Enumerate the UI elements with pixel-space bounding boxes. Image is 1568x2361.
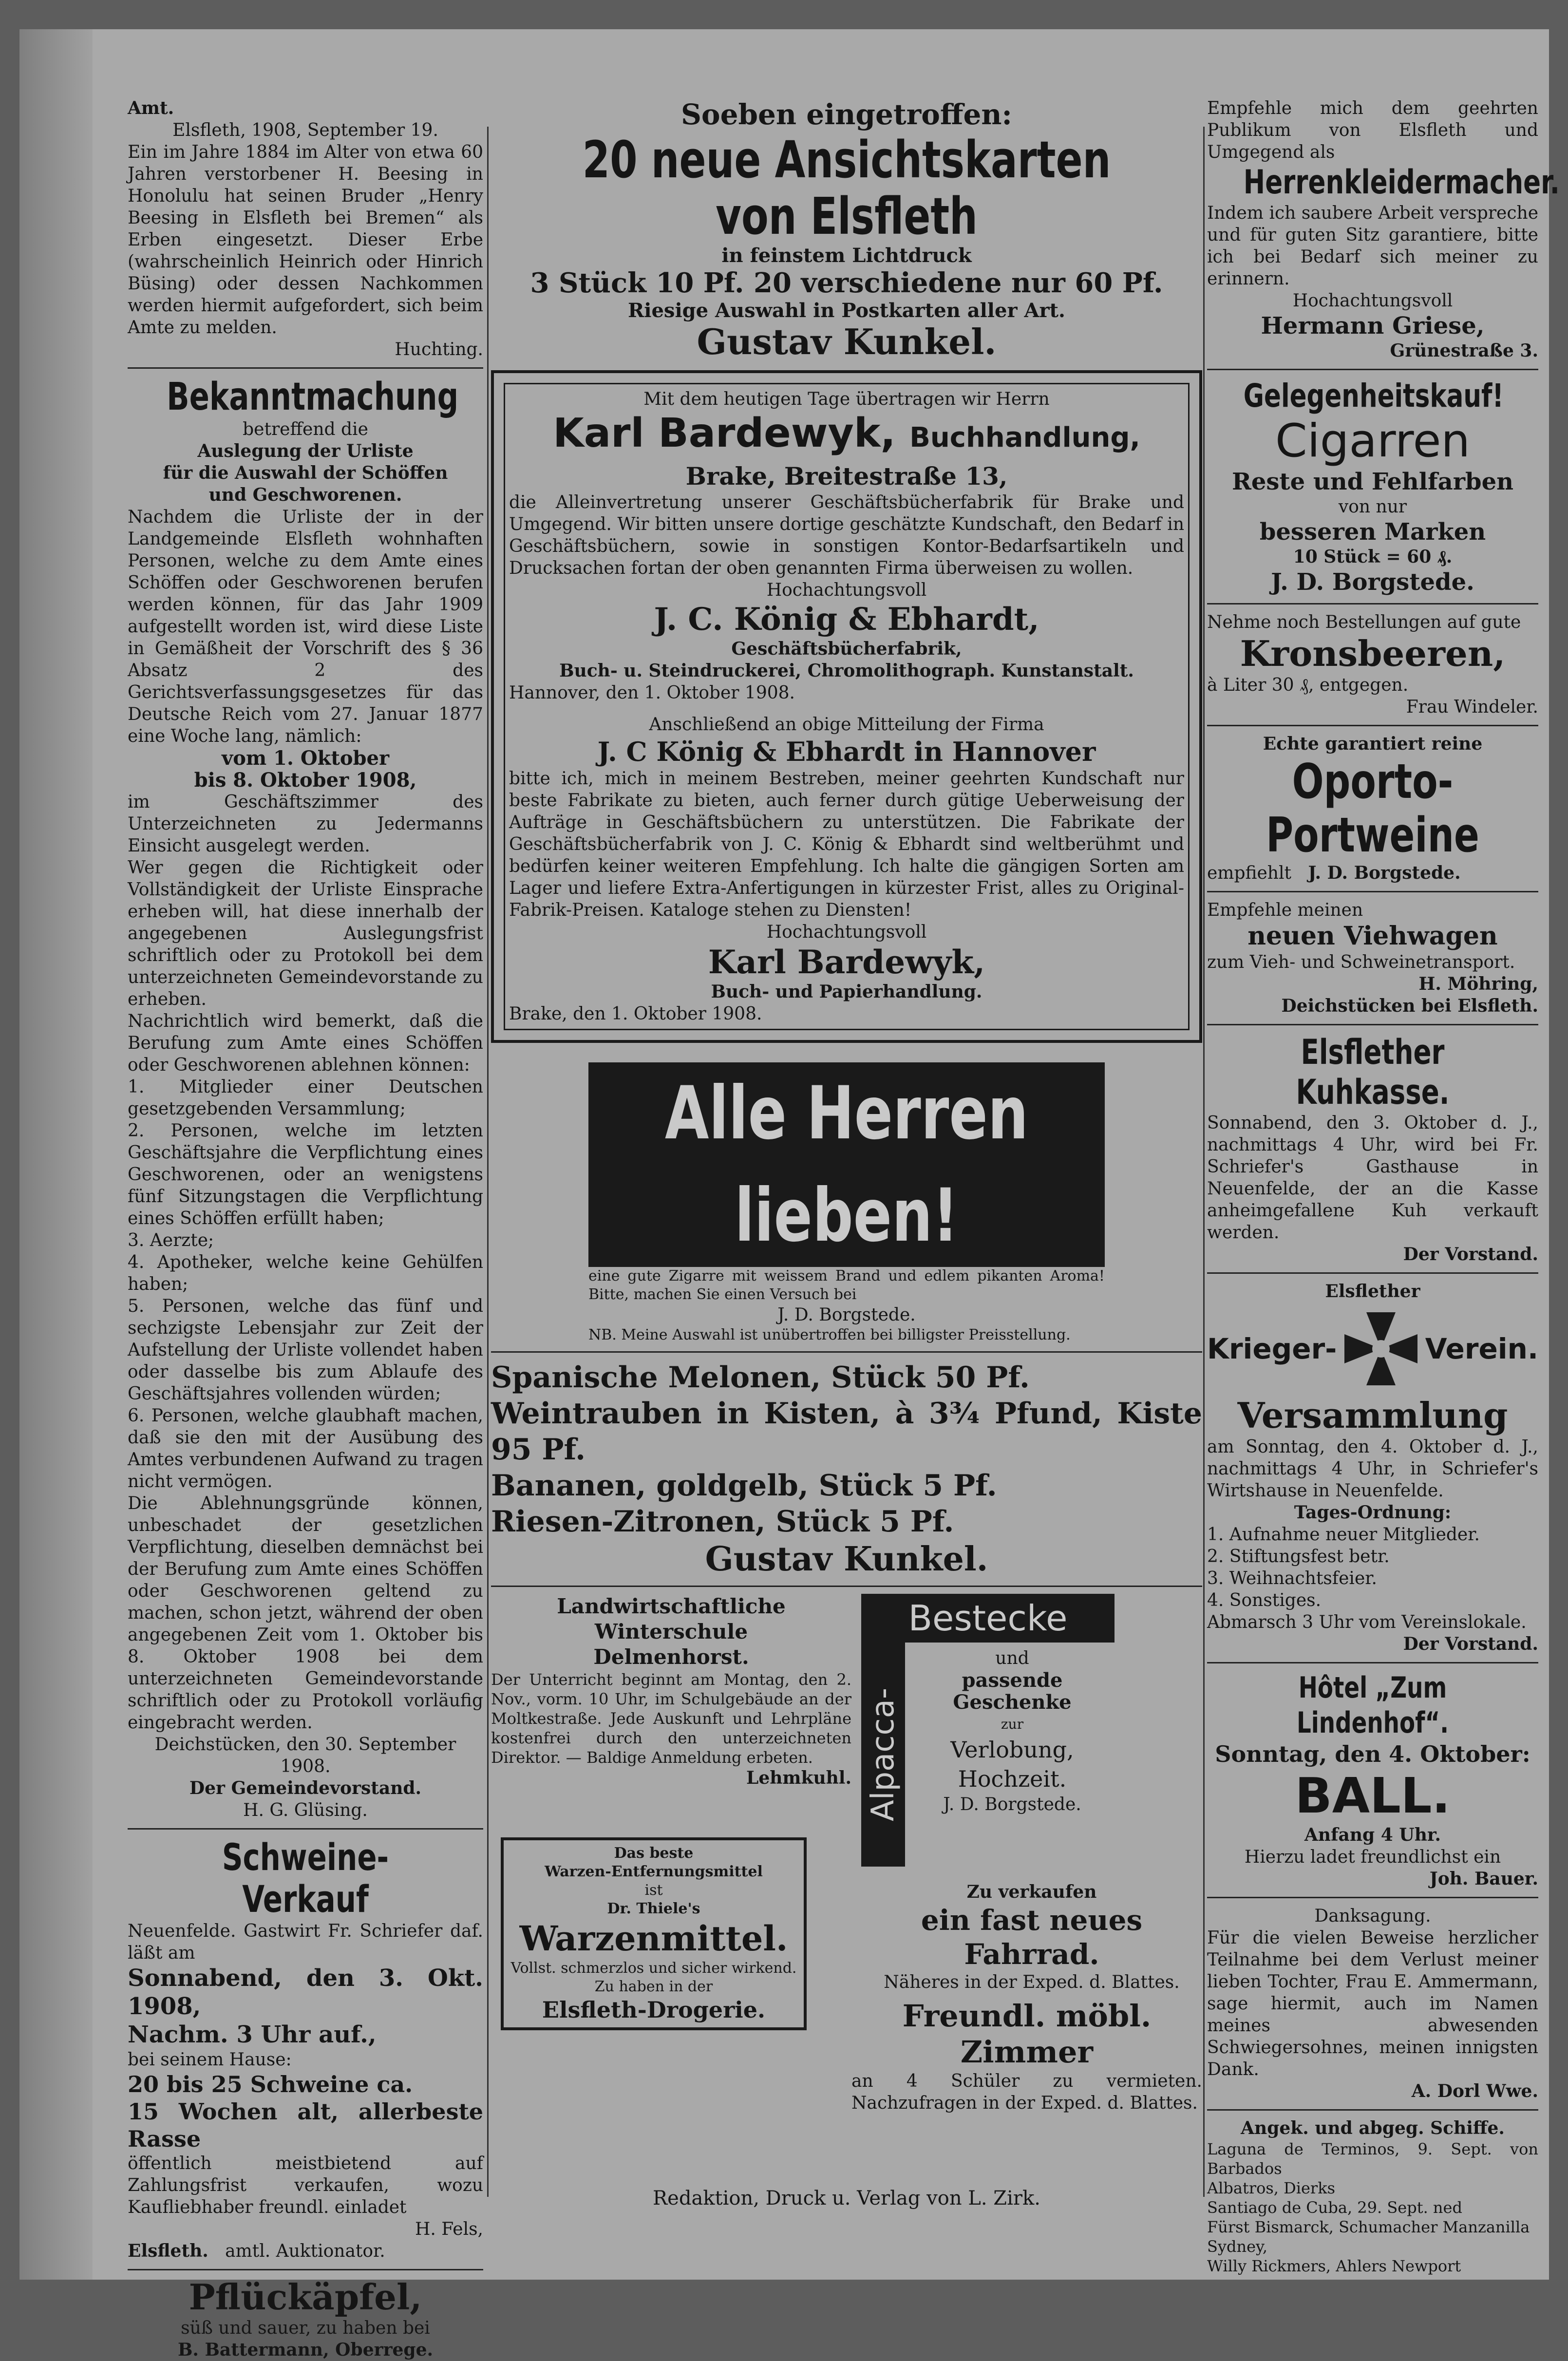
box-firm-date: Hannover, den 1. Oktober 1908.	[509, 683, 795, 703]
best-line: passende Geschenke	[953, 1669, 1072, 1714]
wagon-intro: Empfehle meinen	[1207, 900, 1363, 920]
bestecke-ad	[861, 1594, 1115, 1867]
krieg-left: Krieger-	[1207, 1332, 1337, 1365]
hotel-date: Sonntag, den 4. Oktober:	[1215, 1741, 1530, 1767]
wart-line: Vollst. schmerzlos und sicher wirkend.	[510, 1960, 797, 1977]
fahrrad-ad	[861, 1881, 1202, 1993]
box-regards: Hochachtungsvoll	[766, 580, 927, 600]
best-vert: Alpacca-	[865, 1687, 901, 1822]
list-item: Sydney,	[1207, 2237, 1268, 2256]
bek-sign: H. G. Glüsing.	[243, 1800, 368, 1820]
fruit-sign: Gustav Kunkel.	[705, 1540, 988, 1579]
cigar-head: Alle Herren lieben!	[664, 1071, 1029, 1258]
bek-paragraph: Die Ablehnungsgründe können, unbeschadet der gesetzlichen Verpflichtung, dieselben demnächst bei der Berufung zum Amte eines Schöffen oder Geschworenen geltend zu machen, schon jetzt, während der oben angegebenen Zeit vom 1. Oktober bis 8. Oktober 1908 bei dem unterzeichneten Gemeindevorstande schriftlich oder zu Protokoll vorläufig eingebracht werden.	[128, 1493, 483, 1733]
best-title: Bestecke	[861, 1594, 1115, 1643]
bek-sub1: betreffend die	[243, 419, 368, 439]
cigar-ad	[588, 1062, 1105, 1344]
sv-sign-place: Elsfleth.	[128, 2241, 208, 2261]
fruit-line: Spanische Melonen, Stück 50 Pf.	[491, 1360, 1030, 1395]
bek-sub3: für die Auswahl der Schöffen	[163, 463, 448, 483]
ships-title: Angek. und abgeg. Schiffe.	[1241, 2118, 1505, 2138]
pf-title: Pflückäpfel,	[189, 2276, 422, 2318]
divider	[1207, 1662, 1538, 1663]
fruit-ad	[491, 1360, 1202, 1579]
sv-title: Schweine-Verkauf	[222, 1835, 389, 1921]
wagon-sign: H. Möhring,	[1418, 974, 1538, 994]
list-item: 2. Stiftungsfest betr.	[1207, 1547, 1390, 1567]
hotel-ball: BALL.	[1295, 1767, 1451, 1824]
divider	[128, 367, 483, 369]
box-regards: Hochachtungsvoll	[766, 922, 927, 942]
list-item: Santiago de Cuba, 29. Sept. ned	[1207, 2198, 1462, 2217]
best-sign: J. D. Borgstede.	[943, 1794, 1081, 1814]
sv-date: Sonnabend, den 3. Okt. 1908,	[128, 1964, 483, 2020]
cow-sign: Der Vorstand.	[1403, 1244, 1538, 1265]
divider	[128, 1828, 483, 1830]
schweine-verkauf-ad	[128, 1836, 483, 2262]
divider	[491, 1351, 1202, 1353]
vers-big: Versammlung	[1237, 1395, 1508, 1436]
list-item: 4. Apotheker, welche keine Gehülfen haben;	[128, 1252, 483, 1294]
best-body	[910, 1647, 1115, 1815]
bekanntmachung-notice	[128, 376, 483, 1821]
wart-line: Das beste	[614, 1845, 694, 1862]
wart-big: Warzenmittel.	[519, 1918, 788, 1959]
bek-paragraph: Nachrichtlich wird bemerkt, daß die Berufung zum Amte eines Schöffen oder Geschworenen ablehnen können:	[128, 1011, 483, 1075]
cig-line: Reste und Fehlfarben	[1231, 468, 1514, 495]
sv-sign: H. Fels,	[415, 2219, 483, 2239]
vers-dep: Abmarsch 3 Uhr vom Vereinslokale.	[1207, 1612, 1527, 1632]
tailor-sign: Hermann Griese,	[1261, 312, 1485, 340]
bike-big: ein fast neues Fahrrad.	[921, 1904, 1143, 1971]
column-left	[128, 97, 483, 2361]
box-text: die Alleinvertretung unserer Geschäftsbücherfabrik für Brake und Umgegend. Wir bitten unsere dortige geschätzte Kundschaft, den Bedarf in Geschäftsbüchern, sowie in sonstigen Kontor-Bedarfsartikeln und Drucksachen fortan der oben genannten Firma überweisen zu wollen.	[509, 492, 1184, 578]
krieg-right: Verein.	[1425, 1332, 1538, 1365]
list-item: 2. Personen, welche im letzten Geschäftsjahre die Verpflichtung eines Geschworenen, oder an wenigstens fünf Sitzungstagen die Verpflichtung eines Schöffen erfüllt haben;	[128, 1121, 483, 1228]
school-title: Landwirtschaftliche Winterschule	[557, 1594, 786, 1643]
box-firm: J. C. König & Ebhardt,	[654, 601, 1039, 638]
kronsbeeren-ad	[1207, 611, 1538, 718]
amt-sign: Huchting.	[395, 340, 483, 359]
bardewyk-inner-frame	[504, 383, 1190, 1030]
portwein-ad	[1207, 733, 1538, 884]
box-firm-sub: Geschäftsbücherfabrik,	[731, 639, 962, 659]
divider	[1207, 603, 1538, 604]
top-line4: 3 Stück 10 Pf. 20 verschiedene nur 60 Pf.	[530, 267, 1163, 299]
kron-sign: Frau Windeler.	[1406, 697, 1538, 717]
sv-sign-title: amtl. Auktionator.	[225, 2241, 385, 2261]
bardewyk-notice	[491, 370, 1202, 1043]
vers-order: Tages-Ordnung:	[1294, 1502, 1452, 1523]
box-name: Karl Bardewyk,	[553, 410, 896, 456]
divider	[1207, 2109, 1538, 2111]
box-firm-sub: Buch- u. Steindruckerei, Chromolithograph. Kunstanstalt.	[559, 661, 1134, 681]
hotel-sign: Joh. Bauer.	[1429, 1869, 1538, 1889]
kriegerverein-ad	[1207, 1281, 1538, 1655]
column-rule	[487, 127, 489, 2197]
wart-shop: Elsfleth-Drogerie.	[542, 1997, 766, 2023]
column-right	[1207, 97, 1560, 2276]
port-l: empfiehlt	[1207, 863, 1291, 883]
box-addr: Brake, Breitestraße 13,	[685, 462, 1008, 491]
list-item: Fürst Bismarck, Schumacher Manzanilla	[1207, 2218, 1530, 2236]
vers-text: am Sonntag, den 4. Oktober d. J., nachmittags 4 Uhr, in Schriefer's Wirtshause in Neuenfelde.	[1207, 1437, 1538, 1501]
warzenmittel-ad	[501, 1837, 807, 2030]
bek-sub4: und Geschworenen.	[208, 485, 402, 505]
list-item: Albatros, Dierks	[1207, 2179, 1336, 2197]
best-line: Hochzeit.	[958, 1766, 1067, 1792]
list-item: 6. Personen, welche glaubhaft machen, daß sie den mit der Ausübung des Amtes verbundenen Aufwand zu tragen nicht vermögen.	[128, 1406, 483, 1492]
amt-date: Elsfleth, 1908, September 19.	[172, 120, 438, 140]
bek-title: Bekanntmachung	[167, 375, 459, 419]
hotel-big: Hôtel „Zum Lindenhof“.	[1296, 1671, 1449, 1740]
bek-sign: Der Gemeindevorstand.	[189, 1778, 422, 1798]
fruit-line: Bananen, goldgelb, Stück 5 Pf.	[491, 1469, 997, 1503]
hotel-inv: Hierzu ladet freundlichst ein	[1244, 1847, 1501, 1867]
wart-line: Zu haben in der	[594, 1978, 713, 1995]
sv-text: bei seinem Hause:	[128, 2050, 292, 2070]
sv-text: Neuenfelde. Gastwirt Fr. Schriefer daf. läßt am	[128, 1921, 483, 1963]
list-item: Willy Rickmers, Ahlers Newport	[1207, 2257, 1461, 2275]
best-line: und	[995, 1648, 1029, 1668]
pf-text: süß und sauer, zu haben bei	[181, 2318, 430, 2338]
cig-head: Gelegenheitskauf!	[1243, 377, 1504, 415]
wart-line: ist	[644, 1882, 663, 1899]
pflueckaepfel-ad	[128, 2277, 483, 2361]
box-text: bitte ich, mich in meinem Bestreben, meiner geehrten Kundschaft nur beste Fabrikate zu bieten, auch ferner durch gütige Ueberweisung der Aufträge in Geschäftsbüchern zu unterstützen. Die Fabrikate der Geschäftsbücherfabrik von J. C. König & Ebhardt sind weltberühmt und bedürfen keiner weiteren Empfehlung. Ich halte die gängigen Sorten am Lager und liefere Extra-Anfertigungen in kürzester Frist, alles zu Original-Fabrik-Preisen. Kataloge stehen zu Diensten!	[509, 769, 1184, 920]
cigar-nb: NB. Meine Auswahl ist unübertroffen bei billigster Preisstellung.	[588, 1326, 1071, 1343]
list-item: 1. Mitglieder einer Deutschen gesetzgebenden Versammlung;	[128, 1077, 483, 1119]
top-line3: in feinstem Lichtdruck	[721, 244, 972, 267]
top-line2: 20 neue Ansichtskarten von Elsfleth	[582, 130, 1111, 246]
amt-text: Ein im Jahre 1884 im Alter von etwa 60 Jahren verstorbener H. Beesing in Honolulu hat seinen Bruder „Henry Beesing in Elsfleth bei Bremen“ als Erben eingesetzt. Dieser Erbe (wahrscheinlich Heinrich oder Hinrich Büsing) oder dessen Nachkommen werden hiermit aufgefordert, sich beim Amte zu melden.	[128, 142, 483, 338]
divider	[1207, 369, 1538, 370]
cig-big: Cigarren	[1275, 415, 1470, 468]
thanks-sign: A. Dorl Wwe.	[1411, 2081, 1538, 2101]
column-rule	[1203, 127, 1205, 2197]
ansichtskarten-ad	[491, 97, 1202, 362]
tailor-addr: Grünestraße 3.	[1390, 340, 1538, 361]
cigar-head-block	[588, 1062, 1105, 1267]
divider	[1207, 1272, 1538, 1274]
list-item: 3. Aerzte;	[128, 1230, 214, 1250]
divider	[1207, 1024, 1538, 1025]
bike-line: Zu verkaufen	[966, 1882, 1097, 1902]
box-sign-date: Brake, den 1. Oktober 1908.	[509, 1004, 762, 1024]
bottom-ads	[491, 1594, 1202, 2149]
top-line5: Riesige Auswahl in Postkarten aller Art.	[628, 299, 1065, 322]
box-sign: Karl Bardewyk,	[708, 943, 985, 981]
box-p2-firm: J. C König & Ebhardt in Hannover	[597, 736, 1096, 767]
list-item: 5. Personen, welche das fünf und sechzigste Lebensjahr zur Zeit der Aufstellung der Urliste vollendet haben oder dasselbe bis zum Ablaufe des Geschäftsjahres vollenden würden;	[128, 1296, 483, 1404]
wart-line: Dr. Thiele's	[607, 1900, 700, 1917]
bek-dates2: bis 8. Oktober 1908,	[194, 769, 417, 792]
list-item: 3. Weihnachtsfeier.	[1207, 1568, 1377, 1588]
cigarren-ad	[1207, 377, 1538, 596]
thanks-text: Für die vielen Beweise herzlicher Teilnahme bei dem Verlust meiner lieben Tochter, Frau E. Ammermann, sage hiermit, auch im Namen meines abwesenden Schwiegersohnes, meinen innigsten Dank.	[1207, 1928, 1538, 2079]
divider	[491, 1586, 1202, 1587]
schiffe-notice	[1207, 2117, 1538, 2276]
wagon-big: neuen Viehwagen	[1247, 921, 1498, 951]
box-sign-sub: Buch- und Papierhandlung.	[711, 982, 982, 1002]
tailor-regards: Hochachtungsvoll	[1292, 291, 1453, 311]
wart-line: Warzen-Entfernungsmittel	[545, 1863, 763, 1880]
list-item: 4. Sonstiges.	[1207, 1590, 1322, 1610]
cig-line: 10 Stück = 60 ₰.	[1293, 547, 1453, 567]
winterschule-ad	[491, 1594, 851, 1789]
iron-cross-icon	[1340, 1307, 1422, 1390]
room-big: Freundl. möbl. Zimmer	[902, 1998, 1152, 2070]
school-sign: Lehmkuhl.	[746, 1768, 851, 1788]
tailor-text: Indem ich saubere Arbeit verspreche und für guten Sitz garantiere, bitte ich bei Bedarf sich meiner zu erinnern.	[1207, 203, 1538, 289]
port-big: Oporto-Portweine	[1266, 754, 1479, 863]
column-middle	[491, 97, 1202, 2149]
sv-text: öffentlich meistbietend auf Zahlungsfrist verkaufen, wozu Kaufliebhaber freundl. einladet	[128, 2153, 483, 2217]
bek-paragraph: im Geschäftszimmer des Unterzeichneten zu Jedermanns Einsicht ausgelegt werden.	[128, 792, 483, 856]
divider	[1207, 891, 1538, 892]
tailor-intro: Empfehle mich dem geehrten Publikum von Elsfleth und Umgegend als	[1207, 98, 1538, 162]
cig-line: von nur	[1338, 497, 1407, 517]
amt-notice	[128, 97, 483, 360]
bek-dates1: vom 1. Oktober	[221, 747, 390, 770]
page-binding-edge	[19, 29, 93, 2280]
bek-paragraph: Wer gegen die Richtigkeit oder Vollständigkeit der Urliste Einsprache erheben will, hat diese innerhalb der angegebenen Auslegungsfrist schriftlich oder zu Protokoll bei dem unterzeichneten Gemeindevorstande zu erheben.	[128, 858, 483, 1009]
port-line-row	[1207, 862, 1538, 884]
kron-text: à Liter 30 ₰, entgegen.	[1207, 675, 1409, 695]
hotel-start: Anfang 4 Uhr.	[1304, 1825, 1441, 1845]
school-title: Delmenhorst.	[593, 1645, 749, 1669]
list-item: 1. Aufnahme neuer Mitglieder.	[1207, 1525, 1480, 1545]
room-text: an 4 Schüler zu vermieten. Nachzufragen in der Exped. d. Blattes.	[851, 2071, 1202, 2113]
sv-sign-line	[128, 2240, 483, 2262]
kron-big: Kronsbeeren,	[1240, 633, 1506, 674]
wagon-text: zum Vieh- und Schweinetransport.	[1207, 952, 1515, 972]
box-p2-intro: Anschließend an obige Mitteilung der Firma	[649, 715, 1044, 735]
bek-sub2: Auslegung der Urliste	[197, 441, 414, 461]
cow-big: Elsflether Kuhkasse.	[1296, 1032, 1450, 1112]
tailor-big: Herrenkleidermacher.	[1243, 163, 1560, 202]
cigar-sign: J. D. Borgstede.	[777, 1305, 916, 1325]
divider	[1207, 725, 1538, 726]
cig-line: besseren Marken	[1259, 518, 1486, 546]
school-text: Der Unterricht beginnt am Montag, den 2. Nov., vorm. 10 Uhr, im Schulgebäude an der Moltkestraße. Jede Auskunft und Lehrpläne kostenfrei durch den unterzeichneten Direktor. — Baldige Anmeldung erbeten.	[491, 1670, 851, 1767]
vers-sign: Der Vorstand.	[1403, 1634, 1538, 1654]
divider	[128, 2269, 483, 2270]
krieg-top: Elsflether	[1325, 1281, 1420, 1302]
fruit-line: Riesen-Zitronen, Stück 5 Pf.	[491, 1505, 954, 1539]
viehwagen-ad	[1207, 899, 1538, 1017]
best-line: Verlobung,	[950, 1737, 1074, 1763]
wagon-sign: Deichstücken bei Elsfleth.	[1281, 996, 1538, 1016]
danksagung-notice	[1207, 1905, 1538, 2102]
thanks-title: Danksagung.	[1314, 1906, 1431, 1926]
best-line: zur	[1001, 1716, 1024, 1732]
imprint-footer: Redaktion, Druck u. Verlag von L. Zirk.	[653, 2187, 1040, 2210]
schneider-ad	[1207, 97, 1560, 362]
sv-time: Nachm. 3 Uhr auf.,	[128, 2021, 377, 2048]
box-name-line	[509, 410, 1184, 461]
sv-big: 15 Wochen alt, allerbeste Rasse	[128, 2098, 483, 2152]
list-item: Laguna de Terminos, 9. Sept. von Barbados	[1207, 2140, 1538, 2178]
bike-line: Näheres in der Exped. d. Blattes.	[884, 1972, 1180, 1992]
divider	[1207, 1897, 1538, 1898]
amt-header: Amt.	[128, 98, 174, 118]
best-vert-bar	[861, 1643, 905, 1867]
box-name2: Buchhandlung,	[909, 422, 1140, 453]
top-sign: Gustav Kunkel.	[697, 321, 997, 362]
top-line1: Soeben eingetroffen:	[681, 98, 1012, 131]
zimmer-ad	[851, 1998, 1202, 2114]
bek-place: Deichstücken, den 30. September 1908.	[154, 1735, 456, 1776]
fruit-line: Weintrauben in Kisten, à 3¾ Pfund, Kiste 95 Pf.	[491, 1397, 1202, 1467]
kron-intro: Nehme noch Bestellungen auf gute	[1207, 612, 1521, 632]
pf-sign: B. Battermann, Oberrege.	[177, 2340, 434, 2360]
port-intro: Echte garantiert reine	[1263, 734, 1483, 754]
cow-text: Sonnabend, den 3. Oktober d. J., nachmittags 4 Uhr, wird bei Fr. Schriefer's Gasthause in Neuenfelde, der an die Kasse anheimgefallene Kuh verkauft werden.	[1207, 1113, 1538, 1243]
port-sign: J. D. Borgstede.	[1308, 863, 1461, 883]
lindenhof-ad	[1207, 1670, 1538, 1890]
bek-paragraph: Nachdem die Urliste der in der Landgemeinde Elsfleth wohnhaften Personen, welche zu dem Amte eines Schöffen oder Geschworenen berufen werden können, für das Jahr 1909 aufgestellt worden ist, wird diese Liste in Gemäßheit der Vorschrift des § 36 Absatz 2 des Gerichtsverfassungsgesetzes für das Deutsche Reich vom 27. Januar 1877 eine Woche lang, nämlich:	[128, 507, 483, 746]
cigar-text: eine gute Zigarre mit weissem Brand und edlem pikanten Aroma! Bitte, machen Sie einen Versuch bei	[588, 1267, 1105, 1303]
kuhkasse-ad	[1207, 1032, 1538, 1265]
krieg-row	[1207, 1303, 1538, 1395]
cig-sign: J. D. Borgstede.	[1271, 568, 1474, 596]
sv-big: 20 bis 25 Schweine ca.	[128, 2071, 413, 2097]
box-intro: Mit dem heutigen Tage übertragen wir Herrn	[643, 389, 1050, 409]
